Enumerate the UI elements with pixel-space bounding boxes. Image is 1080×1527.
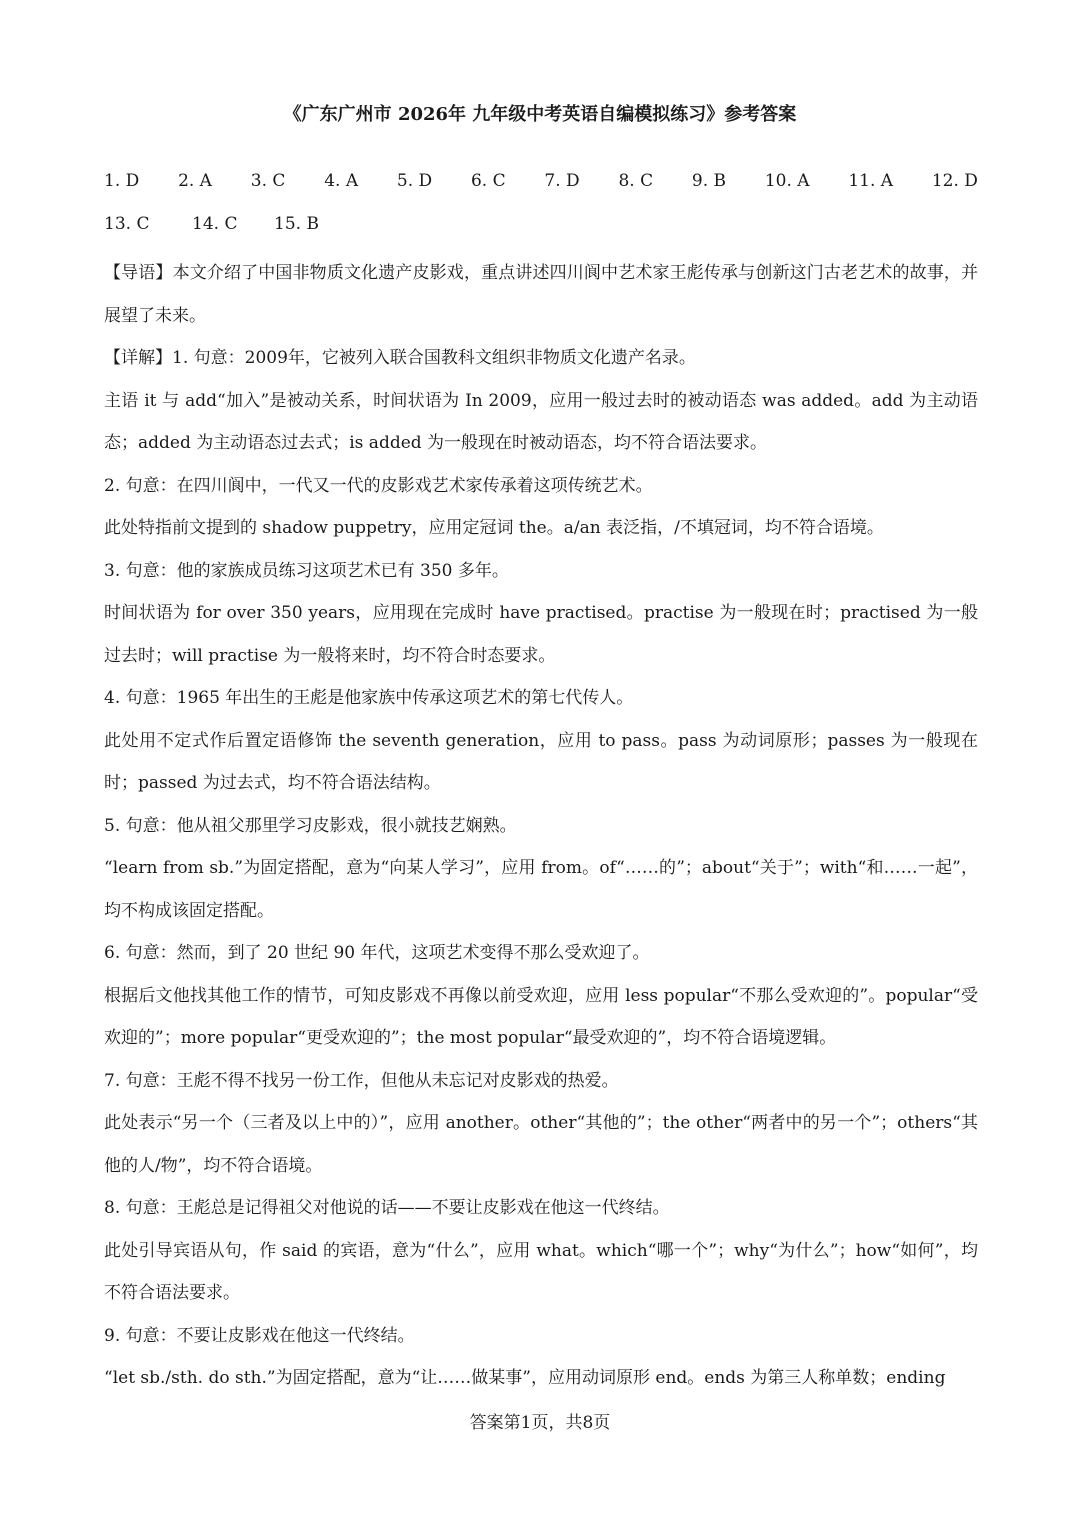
sentence-meaning: 4. 句意：1965 年出生的王彪是他家族中传承这项艺术的第七代传人。 <box>104 688 634 708</box>
sentence-meaning: 5. 句意：他从祖父那里学习皮影戏，很小就技艺娴熟。 <box>104 815 517 836</box>
answer-item: 11. A <box>848 171 894 191</box>
answer-item: 4. A <box>324 171 359 191</box>
answer-item: 1. D <box>104 171 140 191</box>
explanation-paragraph: 时间状语为 for over 350 years，应用现在完成时 have practised。practise 为一般现在时；practised 为一般过去时；will practise 为一般将来时，均不符合时态要求。 <box>104 603 978 666</box>
explanation-paragraph <box>104 337 978 380</box>
answer-key-row-2 <box>104 213 978 235</box>
answer-item: 12. D <box>931 171 978 191</box>
sentence-meaning: 1. 句意：2009年，它被列入联合国教科文组织非物质文化遗产名录。 <box>172 348 696 368</box>
sentence-meaning: 8. 句意：王彪总是记得祖父对他说的话——不要让皮影戏在他这一代终结。 <box>104 1198 670 1218</box>
answer-key-row-1 <box>104 170 978 192</box>
sentence-meaning: 9. 句意：不要让皮影戏在他这一代终结。 <box>104 1325 415 1346</box>
explanation-paragraph: 此处引导宾语从句，作 said 的宾语，意为“什么”，应用 what。which“哪一个”；why“为什么”；how“如何”，均不符合语法要求。 <box>104 1240 978 1303</box>
answer-item: 5. D <box>396 171 433 191</box>
answer-item: 8. C <box>618 171 654 191</box>
sentence-meaning: 3. 句意：他的家族成员练习这项艺术已有 350 多年。 <box>104 560 509 581</box>
explanation-paragraph: 此处表示“另一个（三者及以上中的）”，应用 another。other“其他的”；the other“两者中的另一个”；others“其他的人/物”，均不符合语境。 <box>104 1113 978 1176</box>
answer-item: 13. C <box>104 214 150 234</box>
page-footer: 答案第1页，共8页 <box>469 1413 611 1433</box>
sentence-meaning: 2. 句意：在四川阆中，一代又一代的皮影戏艺术家传承着这项传统艺术。 <box>104 475 653 496</box>
detail-label: 【详解】 <box>104 348 172 368</box>
explanation-paragraph: 此处特指前文提到的 shadow puppetry，应用定冠词 the。a/an 表泛指，/不填冠词，均不符合语境。 <box>104 518 884 538</box>
sentence-meaning: 6. 句意：然而，到了 20 世纪 90 年代，这项艺术变得不那么受欢迎了。 <box>104 943 650 963</box>
page-title: 《广东广州市 2026年 九年级中考英语自编模拟练习》参考答案 <box>283 104 797 125</box>
explanation-paragraph: “learn from sb.”为固定搭配，意为“向某人学习”，应用 from。of“……的”；about“关于”；with“和……一起”，均不构成该固定搭配。 <box>104 858 978 921</box>
intro-label: 【导语】 <box>104 263 173 283</box>
answer-item: 14. C <box>192 214 238 234</box>
explanation-paragraph: 根据后文他找其他工作的情节，可知皮影戏不再像以前受欢迎，应用 less popular“不那么受欢迎的”。popular“受欢迎的”；more popular“更受欢迎的”；the most popular“最受欢迎的”，均不符合语境逻辑。 <box>104 985 978 1048</box>
explanation-paragraph: 此处用不定式作后置定语修饰 the seventh generation，应用 to pass。pass 为动词原形；passes 为一般现在时；passed 为过去式，均不符合语法结构。 <box>104 730 978 793</box>
answer-item: 7. D <box>544 171 580 191</box>
answer-item: 3. C <box>250 171 286 191</box>
answer-item: 15. B <box>274 214 319 234</box>
intro-paragraph <box>104 252 978 337</box>
answer-item: 2. A <box>178 171 212 191</box>
answer-item: 10. A <box>764 171 810 191</box>
explanation-paragraph: 主语 it 与 add“加入”是被动关系，时间状语为 In 2009，应用一般过去时的被动语态 was added。add 为主动语态；added 为主动语态过去式；is added 为一般现在时被动语态，均不符合语法要求。 <box>104 390 978 453</box>
explanation-paragraph: “let sb./sth. do sth.”为固定搭配，意为“让……做某事”，应用动词原形 end。ends 为第三人称单数；ending <box>104 1368 946 1388</box>
answer-item: 6. C <box>470 171 506 191</box>
intro-text: 本文介绍了中国非物质文化遗产皮影戏，重点讲述四川阆中艺术家王彪传承与创新这门古老艺术的故事，并展望了未来。 <box>104 263 979 326</box>
sentence-meaning: 7. 句意：王彪不得不找另一份工作，但他从未忘记对皮影戏的热爱。 <box>104 1070 619 1091</box>
explanation-body <box>104 252 978 1400</box>
answer-item: 9. B <box>691 171 727 191</box>
